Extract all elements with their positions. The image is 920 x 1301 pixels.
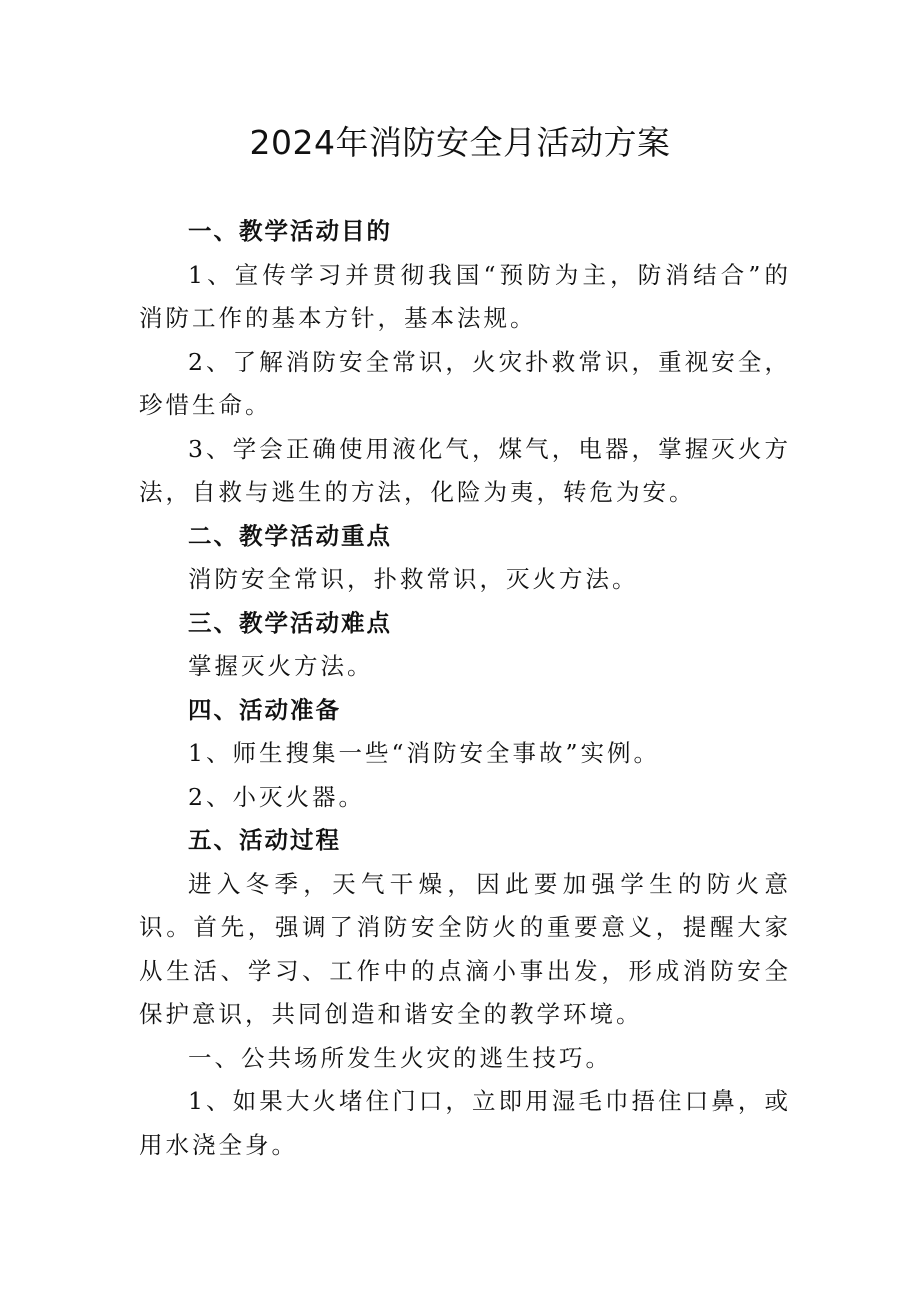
- section-heading-purpose: 一、教学活动目的: [188, 217, 392, 245]
- document-body: [139, 210, 791, 1167]
- paragraph: 3、学会正确使用液化气，煤气，电器，掌握灭火方法，自救与逃生的方法，化险为夷，转危为安。: [139, 434, 791, 506]
- paragraph: 1、如果大火堵住门口，立即用湿毛巾捂住口鼻，或用水浇全身。: [139, 1087, 791, 1159]
- section-heading-process: 五、活动过程: [188, 826, 341, 854]
- section-heading-preparation: 四、活动准备: [188, 695, 341, 724]
- document-title: 2024年消防安全月活动方案: [249, 123, 671, 162]
- paragraph: 2、小灭火器。: [188, 782, 365, 811]
- paragraph: 消防安全常识，扑救常识，灭火方法。: [188, 565, 639, 593]
- paragraph: 1、宣传学习并贯彻我国“预防为主，防消结合”的消防工作的基本方针，基本法规。: [139, 260, 791, 332]
- paragraph: 2、了解消防安全常识，火灾扑救常识，重视安全，珍惜生命。: [139, 347, 791, 419]
- paragraph: 掌握灭火方法。: [188, 652, 374, 680]
- paragraph: 进入冬季，天气干燥，因此要加强学生的防火意识。首先，强调了消防安全防火的重要意义，提醒大家从生活、学习、工作中的点滴小事出发，形成消防安全保护意识，共同创造和谐安全的教学环境。: [139, 869, 791, 1028]
- section-heading-difficulties: 三、教学活动难点: [188, 608, 392, 637]
- section-heading-key-points: 二、教学活动重点: [188, 521, 392, 550]
- paragraph: 1、师生搜集一些“消防安全事故”实例。: [188, 739, 660, 767]
- paragraph: 一、公共场所发生火灾的逃生技巧。: [188, 1043, 612, 1072]
